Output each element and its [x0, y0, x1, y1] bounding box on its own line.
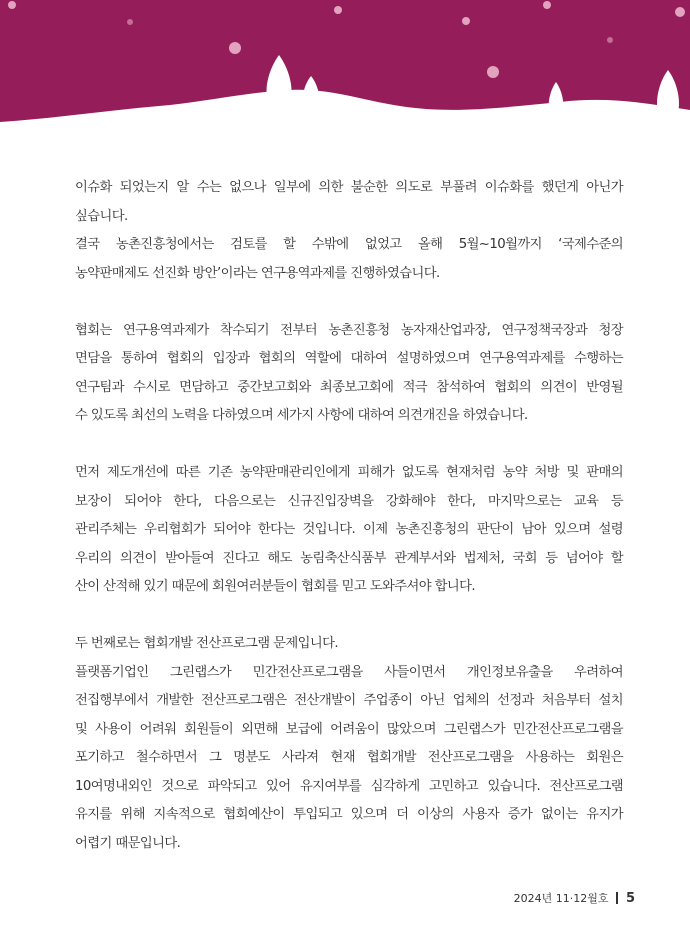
body-line: 먼저 제도개선에 따른 기존 농약판매관리인에게 피해가 없도록 현재처럼 농약 처방 및 판매의 [75, 465, 623, 480]
body-line: 이슈화 되었는지 알 수는 없으나 일부에 의한 불순한 의도로 부풀려 이슈화를 했던게 아닌가 [75, 180, 623, 195]
body-line: 연구팀과 수시로 면담하고 중간보고회와 최종보고회에 적극 참석하여 협회의 의견이 반영될 [75, 379, 623, 395]
body-line: 협회는 연구용역과제가 착수되기 전부터 농촌진흥청 농자재산업과장, 연구정책국장과 청장 [75, 322, 623, 338]
body-line: 플랫폼기업인 그린랩스가 민간전산프로그램을 사들이면서 개인정보유출을 우려하여 [75, 664, 623, 680]
body-line: 포기하고 철수하면서 그 명분도 사라져 현재 협회개발 전산프로그램을 사용하는 회원은 [75, 750, 623, 765]
body-line: 전집행부에서 개발한 전산프로그램은 전산개발이 주업종이 아닌 업체의 선정과 처음부터 설치 [75, 693, 623, 708]
body-line: 싶습니다. [75, 208, 128, 224]
body-line: 두 번째로는 협회개발 전산프로그램 문제입니다. [75, 636, 339, 651]
issue-label: 2024년 11·12월호 [513, 892, 609, 905]
footer-divider [616, 892, 618, 904]
body-line: 면담을 통하여 협회의 입장과 협회의 역할에 대하여 설명하였으며 연구용역과제를 수행하는 [75, 351, 623, 366]
body-line: 수 있도록 최선의 노력을 다하였으며 세가지 사항에 대하여 의견개진을 하였습니다. [75, 408, 528, 423]
body-line: 산이 산적해 있기 때문에 회원여러분들이 협회를 믿고 도와주셔야 합니다. [75, 579, 475, 594]
article-body [75, 174, 623, 858]
header-illustration [0, 0, 690, 150]
body-line: 유지를 위해 지속적으로 협회예산이 투입되고 있으며 더 이상의 사용자 증가 없이는 유지가 [75, 807, 623, 822]
body-line: 결국 농촌진흥청에서는 검토를 할 수밖에 없었고 올해 5월~10월까지 ‘국제수준의 [75, 237, 623, 252]
body-line: 및 사용이 어려워 회원들이 외면해 보급에 어려움이 많았으며 그린랩스가 민간전산프로그램을 [75, 721, 623, 737]
body-line: 어렵기 때문입니다. [75, 835, 181, 851]
page-footer [514, 890, 635, 906]
body-line: 보장이 되어야 한다, 다음으로는 신규진입장벽을 강화해야 한다, 마지막으로는 교육 등 [75, 493, 623, 509]
body-line: 관리주체는 우리협회가 되어야 한다는 것입니다. 이제 농촌진흥청의 판단이 남아 있으며 설령 [75, 522, 623, 537]
page-number: 5 [625, 890, 635, 906]
body-line: 10여명내외인 것으로 파악되고 있어 유지여부를 심각하게 고민하고 있습니다. 전산프로그램 [75, 778, 623, 794]
body-line: 농약판매제도 선진화 방안’이라는 연구용역과제를 진행하였습니다. [75, 265, 440, 281]
body-line: 우리의 의견이 받아들여 진다고 해도 농림축산식품부 관계부서와 법제처, 국회 등 넘어야 할 [75, 550, 623, 566]
